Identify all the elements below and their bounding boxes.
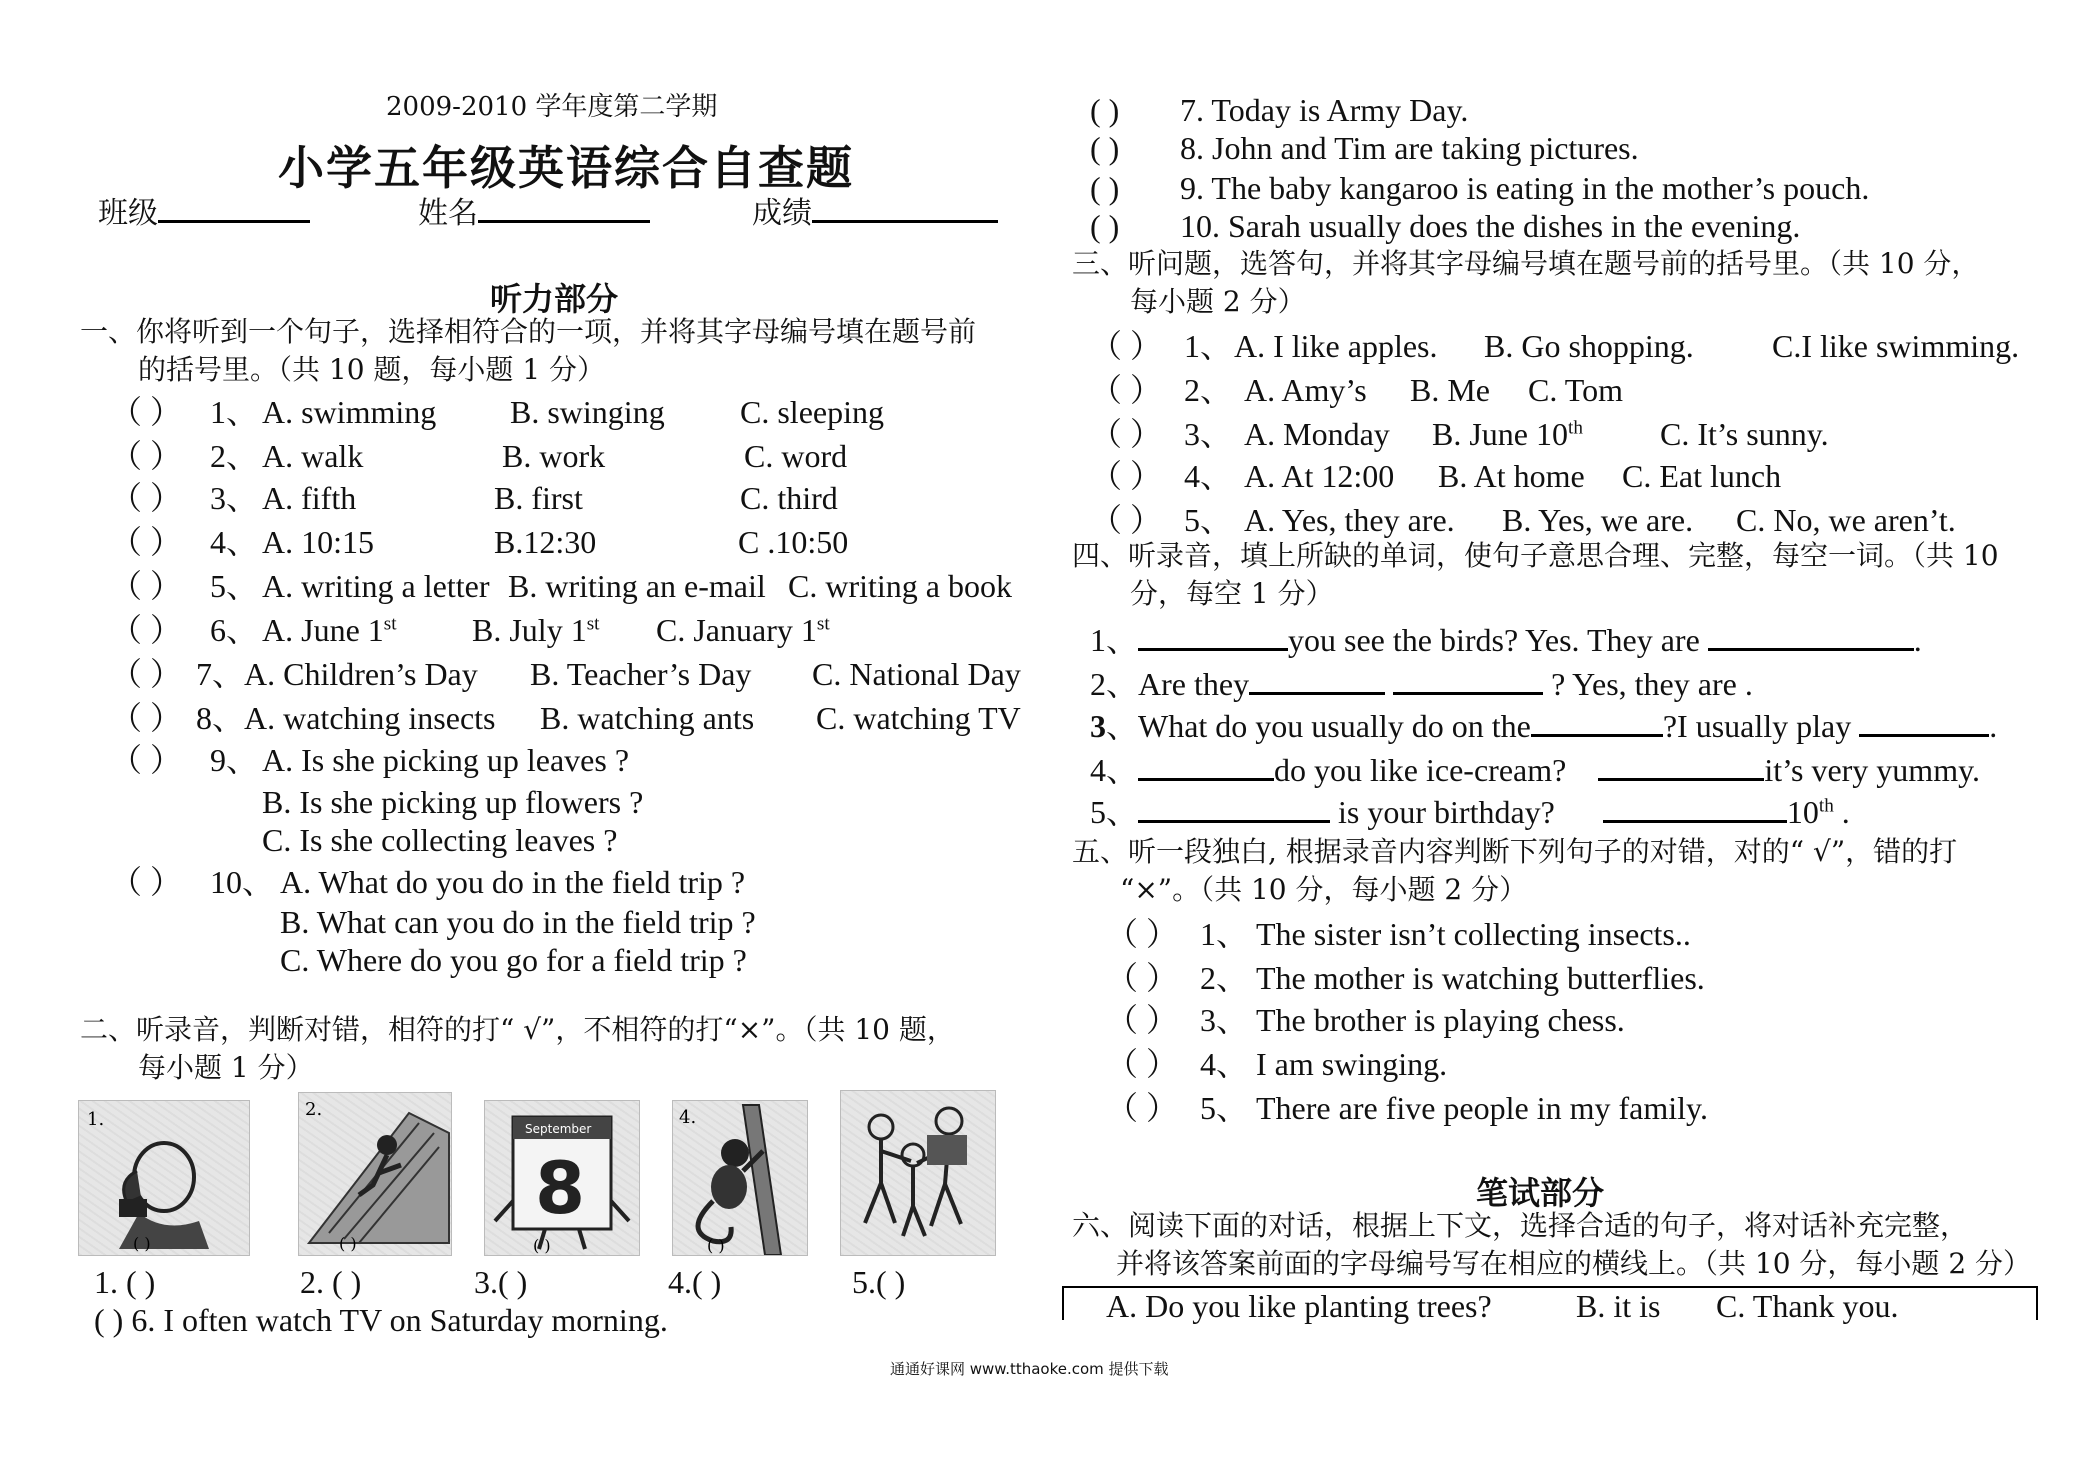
option-b: B. Yes, we are. [1502, 502, 1694, 538]
part2-instruction: 二、听录音，判断对错，相符的打“ √”，不相符的打“×”。（共 10 题， [80, 1013, 955, 1046]
option-a: A. Children’s Day [244, 656, 478, 692]
question-number: 5、 [1200, 1090, 1249, 1126]
question-number: 5、 [210, 568, 259, 604]
option-a: A. swimming [262, 394, 437, 430]
option-a: A. 10:15 [262, 524, 374, 560]
answer-paren[interactable]: （ ） [110, 394, 183, 430]
option-c: C. word [744, 438, 848, 474]
options-box-right [2036, 1286, 2038, 1320]
fill-line-3: 3、What do you usually do on the ?I usually play . [1090, 708, 1998, 744]
calendar-drawing [485, 1101, 639, 1255]
option-a: A. writing a letter [262, 568, 490, 604]
fill-blank[interactable] [1393, 666, 1543, 695]
picture-4-number: 4. [679, 1107, 697, 1128]
option-a: A. Monday [1244, 416, 1390, 452]
name-label: 姓名 [418, 194, 650, 229]
ordinal-suffix: th [1568, 417, 1583, 439]
part2-instruction-cont: 每小题 1 分） [138, 1051, 314, 1084]
picture-2-number: 2. [305, 1099, 323, 1120]
picture-4-answer[interactable]: 4.( ) [668, 1264, 722, 1300]
statement-text: There are five people in my family. [1256, 1090, 1708, 1126]
fill-blank[interactable] [1249, 666, 1385, 695]
option-b: B. writing an e-mail [508, 568, 766, 604]
ordinal-suffix: st [586, 613, 600, 635]
ordinal-suffix: st [816, 613, 830, 635]
name-blank[interactable] [478, 194, 650, 223]
part5-instruction-cont: “×”。（共 10 分，每小题 2 分） [1120, 873, 1528, 906]
answer-paren[interactable]: （ ） [1090, 502, 1163, 538]
question-number: 3、 [1184, 416, 1233, 452]
writing-heading: 笔试部分 [1476, 1174, 1605, 1212]
option-a: A. walk [262, 438, 364, 474]
option-c: C. writing a book [788, 568, 1012, 604]
picture-2-answer[interactable]: 2. ( ) [300, 1264, 362, 1300]
answer-paren[interactable]: （ ） [1106, 1002, 1179, 1038]
score-label: 成绩 [752, 194, 998, 229]
statement-10: 10. Sarah usually does the dishes in the evening. [1180, 208, 1801, 244]
option-b: B. At home [1438, 458, 1585, 494]
option-a: A. watching insects [244, 700, 496, 736]
page-title: 小学五年级英语综合自查题 [278, 141, 854, 195]
statement-text: The sister isn’t collecting insects.. [1256, 916, 1691, 952]
picture-1-paren: ( ) [133, 1234, 151, 1253]
option-c: C. National Day [812, 656, 1021, 692]
statement-8: 8. John and Tim are taking pictures. [1180, 130, 1639, 166]
answer-paren[interactable]: （ ） [110, 568, 183, 604]
answer-paren[interactable]: （ ） [110, 438, 183, 474]
option-c: C. sleeping [740, 394, 884, 430]
option-b: B. swinging [510, 394, 665, 430]
option-c: C. January 1st [656, 612, 830, 648]
statement-paren[interactable]: ( ) [1090, 208, 1120, 244]
option-c: C.I like swimming. [1772, 328, 2020, 364]
class-blank[interactable] [158, 194, 310, 223]
statement-paren[interactable]: ( ) [1090, 92, 1120, 128]
statement-paren[interactable]: ( ) [94, 1302, 124, 1338]
fill-blank[interactable] [1598, 752, 1764, 781]
option-b: B. Me [1410, 372, 1490, 408]
fill-blank[interactable] [1603, 794, 1787, 823]
fill-blank[interactable] [1138, 794, 1330, 823]
question-number: 4、 [1184, 458, 1233, 494]
picture-3-paren: ( ) [533, 1236, 551, 1255]
option-c: C. Tom [1528, 372, 1623, 408]
fill-line-1: 1、 you see the birds? Yes. They are . [1090, 622, 1922, 658]
option-a: A. fifth [262, 480, 357, 516]
answer-paren[interactable]: （ ） [1106, 1046, 1179, 1082]
answer-paren[interactable]: （ ） [1090, 416, 1163, 452]
q9-option-c: C. Is she collecting leaves ? [262, 822, 618, 858]
part1-instruction-cont: 的括号里。（共 10 题，每小题 1 分） [138, 353, 606, 386]
option-b: B. June 10th [1432, 416, 1583, 452]
option-a: A. June 1st [262, 612, 397, 648]
listening-heading: 听力部分 [490, 280, 619, 318]
q10-paren[interactable]: （ ） [110, 864, 183, 900]
calendar-day: 8 [535, 1146, 586, 1230]
question-number: 4、 [1200, 1046, 1249, 1082]
part4-instruction: 四、听录音，填上所缺的单词，使句子意思合理、完整，每空一词。（共 10 [1072, 539, 1999, 572]
option-c: C. Eat lunch [1622, 458, 1782, 494]
question-number: 4、 [210, 524, 259, 560]
options-box-left [1062, 1286, 1064, 1320]
fill-line-2: 2、Are they ? Yes, they are . [1090, 666, 1753, 702]
statement-9: 9. The baby kangaroo is eating in the mother’s pouch. [1180, 170, 1870, 206]
answer-paren[interactable]: （ ） [110, 656, 183, 692]
ordinal-suffix: st [383, 613, 397, 635]
option-c: C. It’s sunny. [1660, 416, 1829, 452]
option-b: B. first [494, 480, 583, 516]
q10-num: 10、 [210, 864, 275, 900]
monkey-tree-picture [672, 1100, 808, 1256]
family-walk-picture [840, 1090, 996, 1256]
option-c: C. No, we aren’t. [1736, 502, 1956, 538]
answer-paren[interactable]: （ ） [1090, 458, 1163, 494]
q10-option-c: C. Where do you go for a field trip ? [280, 942, 747, 978]
question-number: 1、 [1200, 916, 1249, 952]
option-a: A. At 12:00 [1244, 458, 1395, 494]
fill-blank[interactable] [1531, 708, 1663, 737]
answer-paren[interactable]: （ ） [110, 700, 183, 736]
q9-num: 9、 [210, 742, 259, 778]
option-a: A. Amy’s [1244, 372, 1367, 408]
question-number: 1、 [210, 394, 259, 430]
picture-4-paren: ( ) [707, 1236, 725, 1255]
statement-text: The mother is watching butterflies. [1256, 960, 1705, 996]
answer-paren[interactable]: （ ） [1106, 1090, 1179, 1126]
climbing-picture [298, 1092, 452, 1256]
question-number: 7、 [196, 656, 245, 692]
option-b: B. work [502, 438, 606, 474]
answer-paren[interactable]: （ ） [1106, 916, 1179, 952]
picture-2-paren: ( ) [339, 1234, 357, 1253]
question-number: 2、 [1184, 372, 1233, 408]
answer-paren[interactable]: （ ） [110, 524, 183, 560]
picture-3-answer[interactable]: 3.( ) [474, 1264, 528, 1300]
option-a: A. I like apples. [1234, 328, 1438, 364]
answer-paren[interactable]: （ ） [110, 612, 183, 648]
statement-7: 7. Today is Army Day. [1180, 92, 1469, 128]
phone-call-drawing [79, 1101, 249, 1255]
year-line: 2009-2010 学年度第二学期 [386, 92, 718, 122]
answer-paren[interactable]: （ ） [1090, 328, 1163, 364]
question-number: 8、 [196, 700, 245, 736]
option-b: B. Teacher’s Day [530, 656, 752, 692]
option-b: B. Go shopping. [1484, 328, 1694, 364]
question-number: 6、 [210, 612, 259, 648]
phone-call-picture [78, 1100, 250, 1256]
monkey-drawing [673, 1101, 807, 1255]
picture-5-answer[interactable]: 5.( ) [852, 1264, 906, 1300]
option-a: A. Yes, they are. [1244, 502, 1455, 538]
fill-blank[interactable] [1138, 752, 1274, 781]
answer-paren[interactable]: （ ） [1090, 372, 1163, 408]
statement-text: I am swinging. [1256, 1046, 1448, 1082]
option-b: B.12:30 [494, 524, 597, 560]
question-number: 3、 [1200, 1002, 1249, 1038]
statement-text: The brother is playing chess. [1256, 1002, 1625, 1038]
statement-paren[interactable]: ( ) [1090, 130, 1120, 166]
option-b: B. watching ants [540, 700, 755, 736]
part3-instruction: 三、听问题，选答句，并将其字母编号填在题号前的括号里。（共 10 分， [1072, 247, 1980, 280]
climbing-drawing [299, 1093, 451, 1255]
calendar-month: September [525, 1122, 592, 1136]
fill-blank[interactable] [1708, 622, 1914, 651]
statement-6: ( ) 6. I often watch TV on Saturday morning. [94, 1302, 668, 1338]
answer-paren[interactable]: （ ） [110, 480, 183, 516]
q9-option-b: B. Is she picking up flowers ? [262, 784, 644, 820]
picture-1-number: 1. [87, 1109, 105, 1130]
question-number: 2、 [210, 438, 259, 474]
footer-text: 通通好课网 www.tthaoke.com 提供下载 [890, 1360, 1169, 1378]
q9-paren[interactable]: （ ） [110, 742, 183, 778]
part1-instruction: 一、你将听到一个句子，选择相符合的一项，并将其字母编号填在题号前 [80, 315, 977, 348]
calendar-september-8-picture [484, 1100, 640, 1256]
option-a: A. Do you like planting trees? [1106, 1288, 1492, 1324]
q9-option-a: A. Is she picking up leaves ? [262, 742, 630, 778]
question-number: 1、 [1184, 328, 1233, 364]
statement-paren[interactable]: ( ) [1090, 170, 1120, 206]
part5-instruction: 五、听一段独白, 根据录音内容判断下列句子的对错，对的“ √”，错的打 [1072, 835, 1958, 868]
score-blank[interactable] [812, 194, 998, 223]
option-c: C. Thank you. [1716, 1288, 1899, 1324]
q10-option-b: B. What can you do in the field trip ? [280, 904, 756, 940]
family-drawing [841, 1091, 995, 1255]
option-b: B. July 1st [472, 612, 600, 648]
option-c: C. third [740, 480, 838, 516]
fill-blank[interactable] [1138, 622, 1288, 651]
part3-instruction-cont: 每小题 2 分） [1130, 285, 1306, 318]
fill-line-4: 4、 do you like ice-cream? it’s very yummy. [1090, 752, 1980, 788]
fill-line-5: 5、 is your birthday? 10th . [1090, 794, 1850, 830]
question-number: 2、 [1200, 960, 1249, 996]
question-number: 5、 [1184, 502, 1233, 538]
answer-paren[interactable]: （ ） [1106, 960, 1179, 996]
option-c: C. watching TV [816, 700, 1021, 736]
fill-blank[interactable] [1859, 708, 1989, 737]
part4-instruction-cont: 分，每空 1 分） [1130, 577, 1334, 610]
question-number: 3、 [210, 480, 259, 516]
part6-instruction-cont: 并将该答案前面的字母编号写在相应的横线上。（共 10 分，每小题 2 分） [1116, 1247, 2032, 1280]
picture-1-answer[interactable]: 1. ( ) [94, 1264, 156, 1300]
option-b: B. it is [1576, 1288, 1661, 1324]
option-c: C .10:50 [738, 524, 849, 560]
part6-instruction: 六、阅读下面的对话，根据上下文，选择合适的句子，将对话补充完整， [1072, 1209, 1969, 1242]
class-label: 班级 [98, 194, 310, 229]
q10-option-a: A. What do you do in the field trip ? [280, 864, 746, 900]
